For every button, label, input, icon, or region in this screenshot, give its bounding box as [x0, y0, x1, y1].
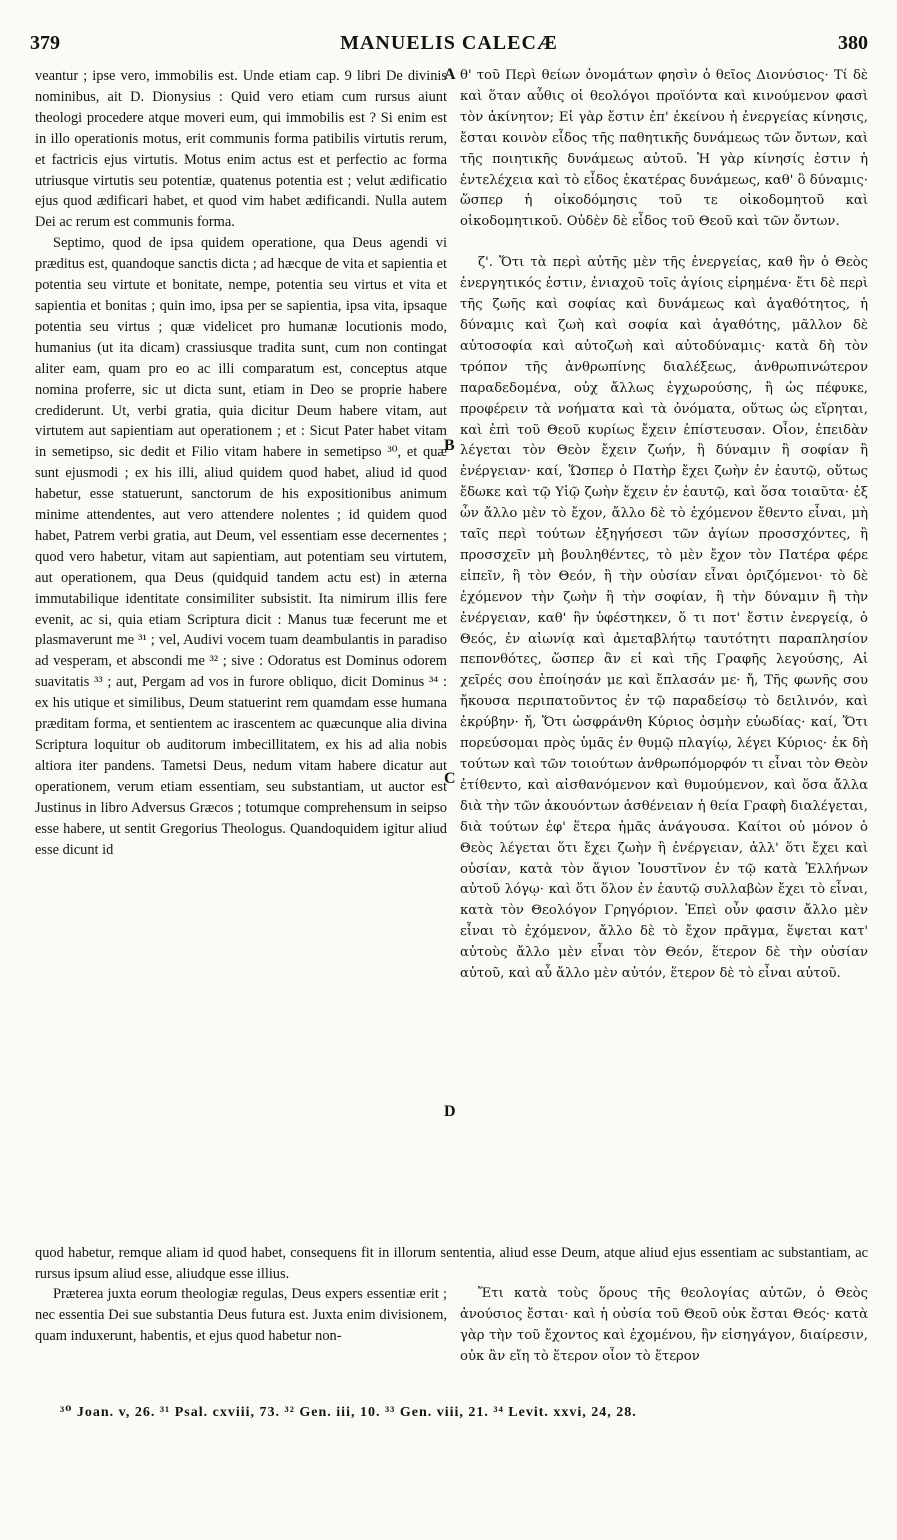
page-title: MANUELIS CALECÆ — [340, 32, 558, 54]
margin-letter-b: B — [444, 437, 455, 454]
latin-paragraph-3: Præterea juxta eorum theologiæ regulas, Deus expers essentiæ erit ; nec essentia Dei sue substantia Deus futura est. Juxta enim divisionem, quam induxerunt, habentis, et ejus quod habetur non- — [35, 1286, 447, 1344]
latin-paragraph-2: Septimo, quod de ipsa quidem operatione, qua Deus agendi vi præditus est, quandoque sanctis dicta ; ad hæcque de vita et sapientia et potentia seu virtute et bonitate, nempe, potentia seu virtus et vita et sapientia et bonitas ; quin imo, ipsa per se sapientia, ipsa vita, ipsaque potentia seu virtus ; quæ videlicet pro humanæ locutionis modo, humanius (ut ita dicam) crassiusque tradita sunt, cum non contingat aliter eam, quam pro eo ac illi comparatum est, conceptus atque nomina proferre, sic ut dicta sunt, etiam in Deo se proprie habere crediderunt. Ut, verbi gratia, quia dicitur Deum habere vitam, aut virtutem aut sapientiam aut operationem ; et : Sicut Pater habet vitam in semetipso, sic dedit et Filio vitam habere in semetipso ³⁰, et quæ sunt ejusmodi ; ex his illi, aliud quidem quod habet, aliud id quod habetur, esse statuerunt, sanctorum de his expositionibus animum minime attendentes, aut vero attendere nolentes ; id quidem quod habet, Patrem verbi gratia, aut Deum, vel essentiam esse decernentes ; quod vero habetur, vitam aut sapientiam, aut potentiam seu virtutem, aut operationem, qua Deus (quidquid tandem actu est) in æterna immutabilique identitate consimiliter subsistit. Ita nimirum illis fere evenit, ac si, quia etiam Scriptura dicit : Manus tuæ fecerunt me et plasmaverunt me ³¹ ; vel, Audivi vocem tuam deambulantis in paradiso ad vesperam, et abscondi me ³² ; sive : Odoratus est Dominus odorem suavitatis ³³ ; aut, Pergam ad vos in furore obliquo, dicit Dominus ³⁴ : ex his utique et similibus, Deum statuerint rem quamdam esse humana præditam forma, et sentientem ac irascentem ac quæcunque alia divina Scriptura loquitur ob auditorum imbecillitatem, ex his ad alia nobis altiora iter pandens. Tametsi Deus, nedum vitam habere dicatur aut operationem, verum etiam essentiam, seu substantiam, ut auctor est Justinus in libro Adversus Græcos ; totumque comprehensum in seipso esse habere, ut sentit Gregorius Theologus. Quandoquidem igitur aliud esse dicunt id — [35, 235, 447, 858]
greek-paragraph-2: ζ'. Ὅτι τὰ περὶ αὐτῆς μὲν τῆς ἐνεργείας, καθ ἣν ὁ Θεὸς ἐνεργητικός ἐστιν, ἐνιαχοῦ τοῖς ἁγίοις εἰρημένα· ἔτι δὲ περὶ τῆς ζωῆς καὶ σοφίας καὶ δυνάμεως καὶ ἀγαθότητος, ἡ δύναμις καὶ ζωὴ καὶ σοφία καὶ ἀγαθότης, μᾶλλον δὲ αὐτοσοφία καὶ αὐτοζωὴ καὶ αὐτοδύναμις· κατὰ δὴ τὸν τρόπον τῆς ἀνθρωπίνης διαλέξεως, ἀνθρωπινώτερον παραδεδομένα, οὐχ ἄλλως ἐγχωρούσης, ἢ ὡς πέφυκε, προφέρειν τὰ νοήματα καὶ τὰ ὀνόματα, οὕτως ὡς εἴρηται, καὶ ἐπὶ τοῦ Θεοῦ κυρίως ἔχειν ἐπίστευσαν. Οἷον, ἐπειδὰν λέγεται τὸν Θεὸν ἔχειν ζωήν, ἢ δύναμιν ἢ σοφίαν ἢ ἐνέργειαν· καί, Ὥσπερ ὁ Πατὴρ ἔχει ζωὴν ἐν ἑαυτῷ, οὕτως ἔδωκε καὶ τῷ Υἱῷ ζωὴν ἔχειν ἐν ἑαυτῷ, καὶ ὅσα τοιαῦτα· ἐξ ὧν ἄλλο μὲν τὸ ἔχον, ἄλλο δὲ τὸ ἐχόμενον ἔθεντο εἶναι, μὴ ταῖς περὶ τούτων ἐξηγήσεσι τῶν ἁγίων προσσχόντες, ἢ προσσχεῖν μὴ βουληθέντες, τὸ μὲν ἔχον τὸν Πατέρα φέρε εἰπεῖν, ἢ τὸν Θεόν, ἢ τὴν οὐσίαν εἶναι ὁριζόμενοι· τὸ δὲ ἐχόμενον τὴν ζωὴν ἢ τὴν σοφίαν, ἢ τὴν δύναμιν ἢ τὴν ἐνέργειαν, καθ' ἣν ὑφέστηκεν, ὅ τι ποτ' ἔστιν ἐνεργείᾳ, ὁ Θεός, ἐν αἰωνίᾳ καὶ ἀμεταβλήτῳ ταυτότητι παραπλησίον πεπονθότες, ὥσπερ ἂν εἰ καὶ τῆς Γραφῆς λεγούσης, Αἱ χεῖρές σου ἐποίησάν με καὶ ἔπλασάν με· ἤ, Τῆς φωνῆς σου ἤκουσα περιπατοῦντος ἐν τῷ παραδείσῳ τὸ δειλινόν, καὶ ἐκρύβην· ἤ, Ὅτι ὠσφράνθη Κύριος ὀσμὴν εὐωδίας· καί, Ὅτι πορεύσομαι πρὸς ὑμᾶς ἐν θυμῷ πλαγίῳ, λέγει Κύριος· ἐκ δὴ τούτων καὶ τῶν τοιούτων ἀνθρωπόμορφόν τι εἶναι τὸν Θεὸν ἐτίθεντο, καὶ αἰσθανόμενον καὶ θυμούμενον, καὶ ὅσα ἄλλα διὰ τὴν τῶν ἀκουόντων ἀσθένειαν ἡ θεία Γραφὴ διαλέγεται, διὰ τούτων ἐφ' ἕτερα ἡμᾶς ἀνάγουσα. Καίτοι οὐ μόνον ὁ Θεὸς λέγεται ὅτι ἔχει ζωὴν ἢ ἐνέργειαν, ἀλλ' ὅτι ἔχει καὶ οὐσίαν, κατὰ τὸν ἅγιον Ἰουστῖνον ἐν τῷ κατὰ Ἑλλήνων αὐτοῦ λόγῳ· καὶ ὅτι ὅλον ἐν ἑαυτῷ συλλαβὼν ἔχει τὸ εἶναι, κατὰ τὸν Θεολόγον Γρηγόριον. Ἐπεὶ οὖν φασιν ἄλλο μὲν εἶναι τὸ ἐχόμενον, ἄλλο δὲ τὸ ἔχον πρᾶγμα, ἕψεται κατ' αὐτοὺς ἄλλο μὲν εἶναι τὸν Θεόν, ἕτερον δὲ τὴν οὐσίαν αὐτοῦ, καὶ αὖ ἄλλο μὲν αὐτόν, ἕτερον δὲ τὸ εἶναι αὐτοῦ. — [460, 255, 868, 982]
running-header — [30, 32, 868, 62]
latin-column — [35, 66, 447, 860]
margin-letter-a: A — [444, 66, 456, 83]
footnotes: ³⁰ Joan. v, 26. ³¹ Psal. cxviii, 73. ³² Gen. iii, 10. ³³ Gen. viii, 21. ³⁴ Levit. xxvi, 24, 28. — [60, 1405, 637, 1420]
greek-paragraph-3: Ἔτι κατὰ τοὺς ὅρους τῆς θεολογίας αὐτῶν, ὁ Θεὸς ἀνούσιος ἔσται· καὶ ἡ οὐσία τοῦ Θεοῦ οὐκ ἔσται Θεός· κατὰ γὰρ τὴν τοῦ ἔχοντος καὶ ἐχομένου, ἣν εἰσηγάγον, διαίρεσιν, οὐκ ἂν εἴη τὸ ἕτερον οἷον τὸ ἕτερον — [460, 1286, 868, 1364]
greek-column — [460, 66, 868, 985]
greek-paragraph-1: θ' τοῦ Περὶ θείων ὀνομάτων φησὶν ὁ θεῖος Διονύσιος· Τί δὲ καὶ ὅταν αὖθις οἱ θεολόγοι προϊόντα καὶ κινούμενον φασὶ τὸν ἀκίνητον; Εἰ γὰρ ἔστιν ἐπ' ἐκείνου ἡ ἐνεργείας κίνησις, ἔσται κοινὸν εἶδος τῆς παθητικῆς δυνάμεως τῶν ὄντων, καὶ τῆς ποιητικῆς δυνάμεως αὐτοῦ. Ἡ γὰρ κίνησίς ἐστιν ἡ ἐντελέχεια καὶ τὸ εἶδος ἑκατέρας δυνάμεως, καθ' ὃ δύναμις· ὥσπερ ἡ οἰκοδόμησις τοῦ τε οἰκοδομητοῦ καὶ οἰκοδομητικοῦ. Οὐδὲν δὲ εἶδος τοῦ Θεοῦ καὶ τῶν ὄντων. — [460, 68, 868, 230]
latin-paragraph-1: veantur ; ipse vero, immobilis est. Unde etiam cap. 9 libri De divinis nominibus, ait D. Dionysius : Quid vero etiam cum rursus aiunt theologi procedere atque moveri eum, qui immobilis est ? Si enim est in illo operationis motus, erit communis forma patibilis virtutis rerum, et factricis ejus virtutis. Motus enim actus est et perfectio ac forma utriusque virtutis seu potentiæ, quatenus potentia est ; velut ædificatio ejus quod ædificari habet, et quod vim habet ædificandi. Nulla autem Dei ac rerum est communis forma. — [35, 68, 447, 231]
page-number-left: 379 — [30, 32, 60, 54]
page-number-right: 380 — [838, 32, 868, 54]
full-width-line: quod habetur, remque aliam id quod habet, consequens fit in illorum sententia, aliud esse Deum, atque aliud ejus essentiam ac substantiam, ac rursus ipsum aliud esse, aliudque esse illius. — [35, 1245, 868, 1282]
latin-column-bottom — [35, 1284, 447, 1347]
margin-letter-d: D — [444, 1103, 456, 1120]
margin-letter-c: C — [444, 770, 456, 787]
greek-column-bottom — [460, 1284, 868, 1368]
